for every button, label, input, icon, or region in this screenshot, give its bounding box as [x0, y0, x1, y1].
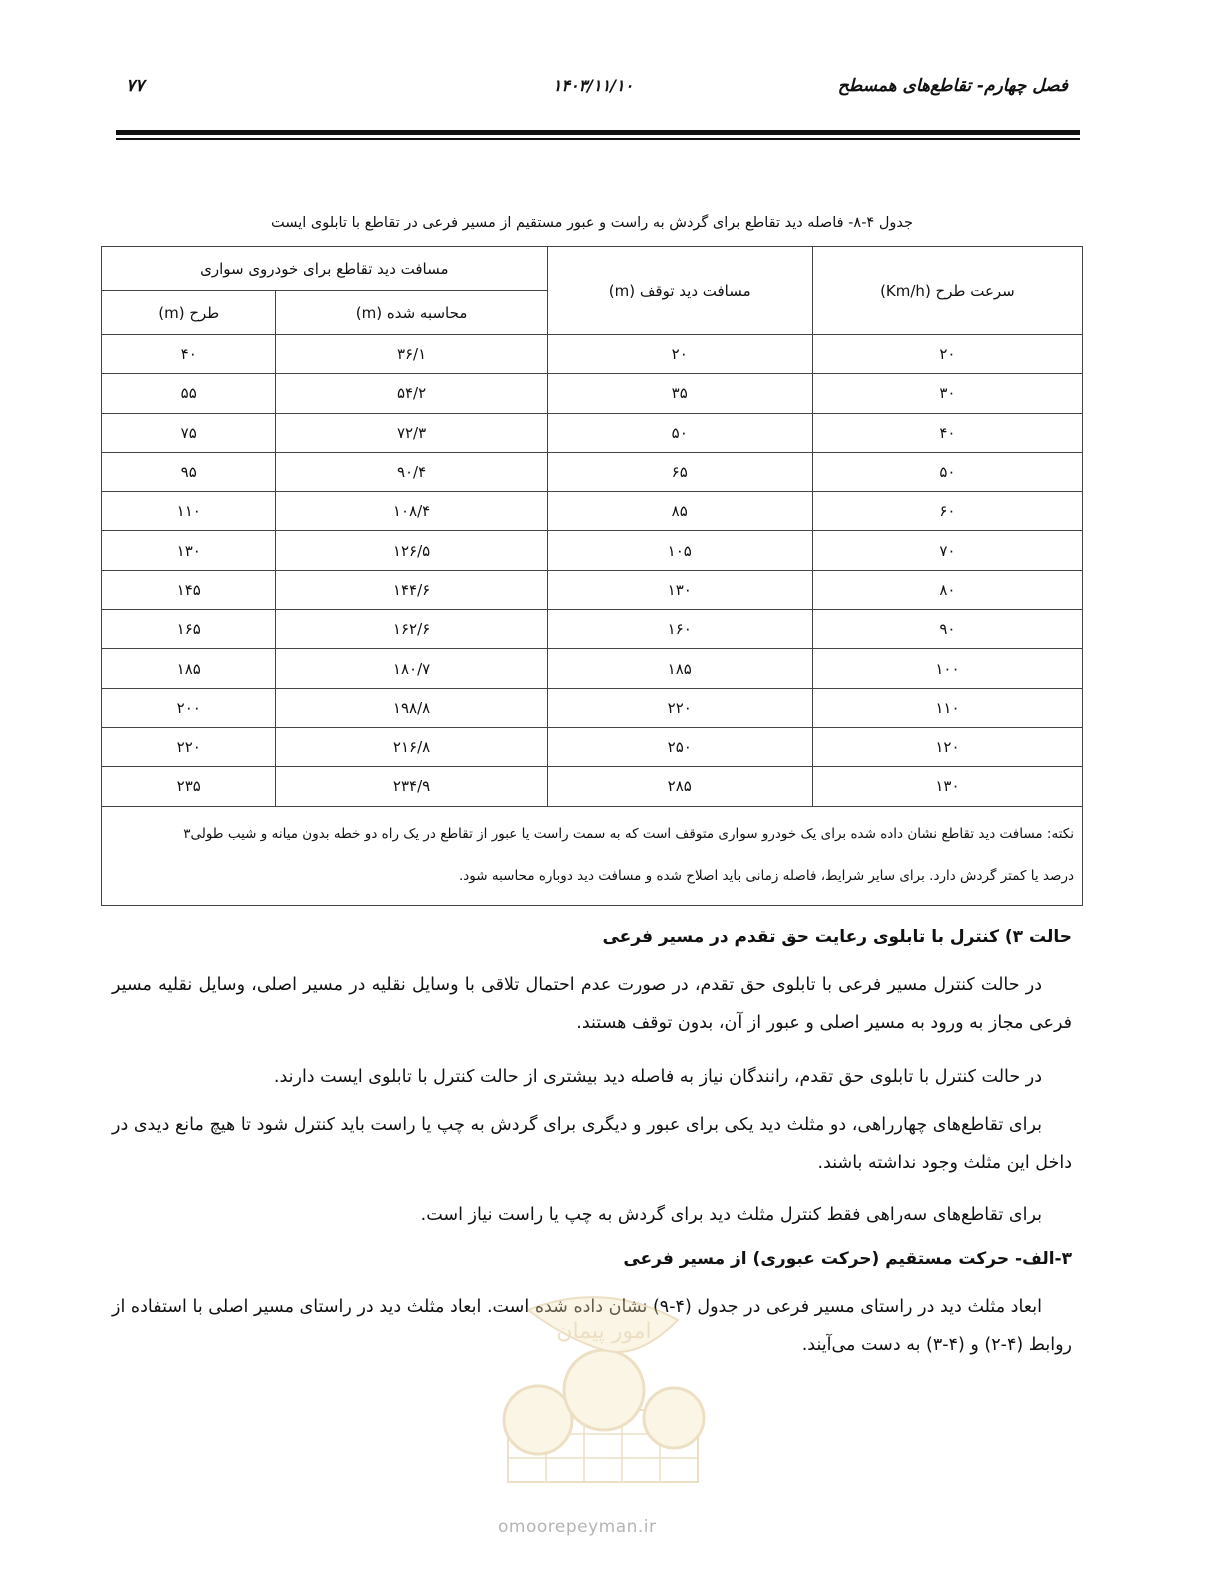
- cell-design-speed: ۷۰: [812, 531, 1082, 570]
- cell-calculated: ۹۰/۴: [276, 452, 547, 491]
- header-intersection-sight: مسافت دید تقاطع برای خودروی سواری: [102, 247, 548, 291]
- section-heading-case3: حالت ۳) کنترل با تابلوی رعایت حق تقدم در مسیر فرعی: [602, 927, 1072, 947]
- header-date: ۱۴۰۳/۱۱/۱۰: [552, 76, 634, 95]
- table-row: [102, 335, 1083, 374]
- cell-design: ۱۶۵: [102, 610, 276, 649]
- cell-design: ۱۴۵: [102, 570, 276, 609]
- cell-stopping-sight: ۶۵: [547, 452, 812, 491]
- table-note-line2: درصد یا کمتر گردش دارد. برای سایر شرایط، فاصله زمانی باید اصلاح شده و مسافت دید دوباره محاسبه شود.: [458, 867, 1074, 884]
- table-row: [102, 531, 1083, 570]
- cell-stopping-sight: ۲۲۰: [547, 688, 812, 727]
- cell-stopping-sight: ۱۸۵: [547, 649, 812, 688]
- cell-stopping-sight: ۲۵۰: [547, 727, 812, 766]
- cell-calculated: ۱۹۸/۸: [276, 688, 547, 727]
- section-heading-3a: ۳-الف- حرکت مستقیم (حرکت عبوری) از مسیر فرعی: [623, 1249, 1072, 1269]
- cell-calculated: ۱۸۰/۷: [276, 649, 547, 688]
- paragraph-2: در حالت کنترل با تابلوی حق تقدم، رانندگان نیاز به فاصله دید بیشتری از حالت کنترل با تابلوی ایست دارند.: [273, 1067, 1042, 1087]
- table-row: [102, 570, 1083, 609]
- table-row: [102, 413, 1083, 452]
- cell-design-speed: ۱۳۰: [812, 767, 1082, 806]
- cell-design-speed: ۱۲۰: [812, 727, 1082, 766]
- table-row: [102, 374, 1083, 413]
- cell-calculated: ۲۱۶/۸: [276, 727, 547, 766]
- cell-design: ۷۵: [102, 413, 276, 452]
- table-row: [102, 492, 1083, 531]
- cell-design-speed: ۱۱۰: [812, 688, 1082, 727]
- cell-stopping-sight: ۱۳۰: [547, 570, 812, 609]
- cell-calculated: ۳۶/۱: [276, 335, 547, 374]
- watermark-url: omoorepeyman.ir: [498, 1517, 657, 1537]
- table-row: [102, 727, 1083, 766]
- cell-calculated: ۱۶۲/۶: [276, 610, 547, 649]
- paragraph-3: برای تقاطع‌های چهارراهی، دو مثلث دید یکی برای عبور و دیگری برای گردش به چپ یا راست باید کنترل شود تا هیچ مانع دیدی در داخل این مثلث وجود نداشته باشند.: [112, 1115, 1072, 1173]
- header-rule-thin: [116, 138, 1080, 140]
- header-calculated: محاسبه شده (m): [276, 291, 547, 335]
- cell-stopping-sight: ۱۶۰: [547, 610, 812, 649]
- header-stopping-sight: مسافت دید توقف (m): [547, 247, 812, 335]
- cell-design-speed: ۶۰: [812, 492, 1082, 531]
- cell-calculated: ۱۴۴/۶: [276, 570, 547, 609]
- table-row: [102, 649, 1083, 688]
- cell-design-speed: ۴۰: [812, 413, 1082, 452]
- table-caption: جدول ۴-۸- فاصله دید تقاطع برای گردش به راست و عبور مستقیم از مسیر فرعی در تقاطع با تابلوی ایست: [271, 215, 913, 231]
- cell-design: ۵۵: [102, 374, 276, 413]
- cell-design: ۱۳۰: [102, 531, 276, 570]
- cell-stopping-sight: ۲۰: [547, 335, 812, 374]
- paragraph-4: برای تقاطع‌های سه‌راهی فقط کنترل مثلث دید برای گردش به چپ یا راست نیاز است.: [420, 1205, 1042, 1225]
- table-row: [102, 610, 1083, 649]
- cell-design: ۱۱۰: [102, 492, 276, 531]
- cell-calculated: ۵۴/۲: [276, 374, 547, 413]
- page-number: ۷۷: [126, 76, 145, 96]
- cell-stopping-sight: ۸۵: [547, 492, 812, 531]
- table-row: [102, 452, 1083, 491]
- watermark-logo: [488, 1290, 720, 1490]
- chapter-title: فصل چهارم- تقاطع‌های همسطح: [837, 76, 1068, 96]
- cell-design: ۲۳۵: [102, 767, 276, 806]
- table-note-line1: نکته: مسافت دید تقاطع نشان داده شده برای یک خودرو سواری متوقف است که به سمت راست یا عبور از تقاطع در یک راه دو خطه بدون میانه و شیب طولی۳: [183, 825, 1074, 842]
- sight-distance-table: [101, 246, 1083, 906]
- cell-calculated: ۷۲/۳: [276, 413, 547, 452]
- header-rule-thick: [116, 130, 1080, 135]
- cell-design-speed: ۵۰: [812, 452, 1082, 491]
- watermark-logo-text: امور پیمان: [556, 1319, 652, 1344]
- cell-stopping-sight: ۵۰: [547, 413, 812, 452]
- cell-design: ۴۰: [102, 335, 276, 374]
- cell-design-speed: ۱۰۰: [812, 649, 1082, 688]
- cell-calculated: ۱۲۶/۵: [276, 531, 547, 570]
- cell-design-speed: ۲۰: [812, 335, 1082, 374]
- cell-design: ۲۰۰: [102, 688, 276, 727]
- table-row: [102, 767, 1083, 806]
- cell-design-speed: ۸۰: [812, 570, 1082, 609]
- cell-design: ۲۲۰: [102, 727, 276, 766]
- page-header: [118, 70, 1068, 110]
- cell-stopping-sight: ۱۰۵: [547, 531, 812, 570]
- header-design: طرح (m): [102, 291, 276, 335]
- cell-calculated: ۲۳۴/۹: [276, 767, 547, 806]
- paragraph-5: ابعاد مثلث دید در راستای مسیر فرعی در جدول (۴-۹) نشان داده شده است. ابعاد مثلث دید در راستای مسیر اصلی با استفاده از روابط (۴-۲) و (۴-۳) به دست می‌آیند.: [112, 1297, 1072, 1355]
- table-note: [102, 806, 1083, 905]
- paragraph-1: در حالت کنترل مسیر فرعی با تابلوی حق تقدم، در صورت عدم احتمال تلاقی با وسایل نقلیه در مسیر اصلی، وسایل نقلیه مسیر فرعی مجاز به ورود به مسیر اصلی و عبور از آن، بدون توقف هستند.: [112, 975, 1072, 1033]
- cell-design-speed: ۳۰: [812, 374, 1082, 413]
- header-design-speed: سرعت طرح (Km/h): [812, 247, 1082, 335]
- cell-stopping-sight: ۳۵: [547, 374, 812, 413]
- cell-design: ۹۵: [102, 452, 276, 491]
- table-row: [102, 688, 1083, 727]
- cell-design-speed: ۹۰: [812, 610, 1082, 649]
- cell-calculated: ۱۰۸/۴: [276, 492, 547, 531]
- cell-stopping-sight: ۲۸۵: [547, 767, 812, 806]
- cell-design: ۱۸۵: [102, 649, 276, 688]
